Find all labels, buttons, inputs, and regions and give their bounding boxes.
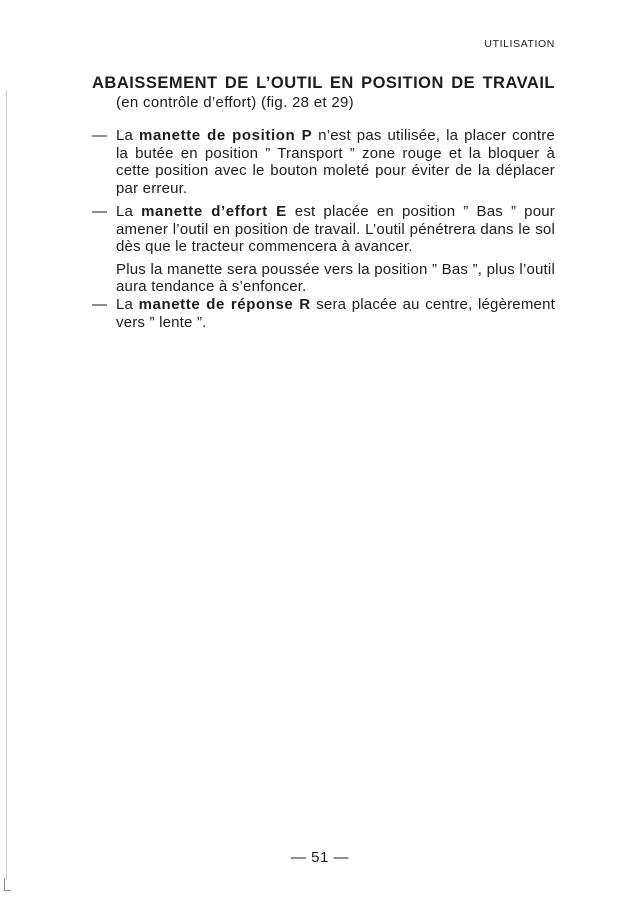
dash-bullet: — bbox=[92, 203, 108, 220]
item-term: manette de réponse R bbox=[138, 296, 311, 313]
item-lead: La bbox=[116, 127, 140, 144]
item-paragraph bbox=[116, 203, 555, 256]
page-edge-line bbox=[6, 90, 7, 880]
section-header: UTILISATION bbox=[484, 38, 555, 50]
list-item-effort-lever bbox=[92, 203, 555, 296]
item-paragraph bbox=[116, 127, 555, 197]
page-number: — 51 — bbox=[290, 849, 350, 866]
list-item-response-lever bbox=[92, 296, 555, 331]
dash-bullet: — bbox=[92, 127, 108, 144]
page-title: ABAISSEMENT DE L’OUTIL EN POSITION DE TRAVAIL bbox=[92, 74, 555, 92]
page-subtitle: (en contrôle d’effort) (fig. 28 et 29) bbox=[116, 94, 354, 111]
item-paragraph bbox=[116, 296, 555, 331]
item-text: sera placée au centre, légèrement vers ” lente ”. bbox=[116, 296, 555, 331]
item-term: manette de position P bbox=[139, 127, 313, 144]
item-lead: La bbox=[116, 203, 142, 220]
dash-bullet: — bbox=[92, 296, 108, 313]
item-text: est placée en position ” Bas ” pour amener l’outil en position de travail. L’outil pénétrera dans le sol dès que le tracteur commencera à avancer. bbox=[116, 203, 555, 255]
item-term: manette d’effort E bbox=[141, 203, 287, 220]
item-text: n’est pas utilisée, la placer contre la butée en position ” Transport ” zone rouge et la bloquer à cette position avec le bouton moleté pour éviter de la déplacer par erreur. bbox=[116, 127, 556, 197]
item-extra-paragraph: Plus la manette sera poussée vers la position ” Bas ”, plus l’outil aura tendance à s’enfoncer. bbox=[116, 260, 555, 295]
page-corner-mark bbox=[4, 878, 11, 891]
list-item-position-lever bbox=[92, 127, 555, 197]
item-lead: La bbox=[116, 296, 139, 313]
